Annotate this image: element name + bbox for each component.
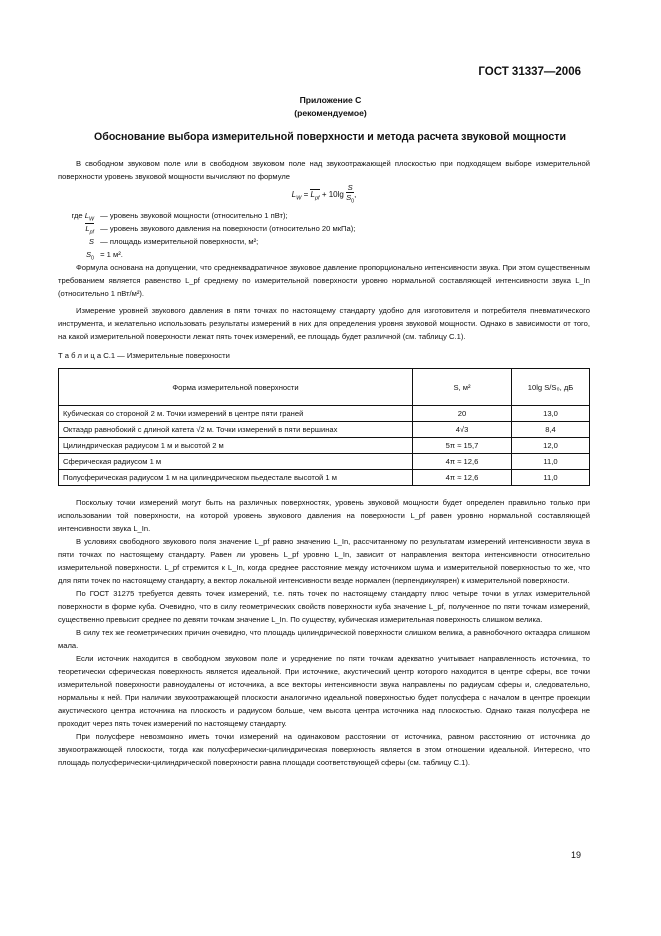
formula-den: S [346,193,352,202]
definition-dash: — [98,211,110,220]
section-heading: Обоснование выбора измерительной поверхности и метода расчета звуковой мощности [94,131,566,143]
definition-symbol: S [88,237,94,246]
definition-item [58,248,590,261]
definition-dash: — [98,224,110,233]
table-caption-prefix: Т а б л и ц а С.1 [58,351,116,360]
table-cell: 5π ≈ 15,7 [413,438,512,454]
formula-term: L [310,189,315,199]
formula [58,183,590,209]
formula-lhs-sub: W [296,195,302,202]
table-cell: 11,0 [512,470,590,486]
table-header-row [59,369,590,406]
definition-prefix: где [71,211,85,220]
definition-symbol: L [84,211,89,220]
paragraph-2: Формула основана на допущении, что среднеквадратичное звуковое давление пропорционально интенсивности звука. При этом существенным требованием является равенство L_pf среднему по измерительной поверхности уровню нормальной составляющей интенсивности звука L_In (относительно 1 пВт/м²). [58,263,590,298]
table-header-cell: 10lg S/S₀, дБ [512,369,590,406]
surfaces-table [58,368,590,486]
standard-number: ГОСТ 31337—2006 [478,66,581,78]
page-number: 19 [570,850,581,860]
formula-lhs: L [291,189,297,199]
table-cell: 4√3 [413,422,512,438]
formula-end: , [354,189,357,199]
formula-eq: = [301,189,311,199]
table-row [59,454,590,470]
definition-text: площадь измерительной поверхности, м²; [109,237,259,246]
table-cell: 13,0 [512,406,590,422]
table-cell: 4π ≈ 12,6 [413,470,512,486]
definition-symbol: L [85,224,90,233]
definition-item [58,209,590,222]
definition-symbol-sub: 0 [91,255,94,262]
table-cell: Полусферическая радиусом 1 м на цилиндрическом пьедестале высотой 1 м [59,470,413,486]
paragraph-7: В силу тех же геометрических причин очевидно, что площадь цилиндрической поверхности слишком велика, а равнобочного октаэдра слишком мала. [58,628,590,650]
table-cell: Октаэдр равнобокий с длиной катета √2 м. Точки измерений в пяти вершинах [59,422,413,438]
table-row [59,406,590,422]
definition-text: 1 м². [106,250,123,259]
table-header-cell: Форма измерительной поверхности [59,369,413,406]
formula-term-sub: pf [314,195,320,202]
definition-text: уровень звуковой мощности (относительно 1 пВт); [109,211,288,220]
definition-item [58,235,590,248]
table-cell: 12,0 [512,438,590,454]
table-row [59,422,590,438]
paragraph-4: Поскольку точки измерений могут быть на различных поверхностях, уровень звуковой мощности будет определен правильно только при использовании той поверхности, на которой уровень звукового давления на поверхности L_pf равен уровню нормальной составляющей интенсивности звука L_In. [58,498,590,533]
table-cell: 20 [413,406,512,422]
appendix-subtitle: (рекомендуемое) [294,108,367,118]
table-cell: 11,0 [512,454,590,470]
table-cell: Сферическая радиусом 1 м [59,454,413,470]
table-caption [58,349,590,362]
paragraph-9: При полусфере невозможно иметь точки измерений на одинаковом расстоянии от источника, равном расстоянию от источника до звукоотражающей плоскости, тогда как полусферически-цилиндрическая поверхность является в этом отношении идеальной. Интересно, что площадь полусферически-цилиндрической поверхности равна площади соответствующей сферы (см. таблицу С.1). [58,732,590,767]
formula-den-sub: 0 [351,198,355,205]
table-header-cell: S, м² [413,369,512,406]
paragraph-5: В условиях свободного звукового поля значение L_pf равно значению L_In, рассчитанному по результатам измерений интенсивности звука в пяти точках по настоящему стандарту. Равен ли уровень L_pf уровню L_In, зависит от направления вектора интенсивности относительно измерительной поверхности. L_pf стремится к L_In, когда среднее расстояние между источником шума и измерительной поверхностью то же, что для пяти точек по настоящему стандарту, а вектор локальной интенсивности везде нормален (перпендикулярен) к измерительной поверхности. [58,537,590,585]
definition-symbol-sub: pf [89,229,94,236]
table-cell: Цилиндрическая радиусом 1 м и высотой 2 м [59,438,413,454]
table-row [59,438,590,454]
definition-dash: = [98,250,107,259]
document-body [58,157,590,769]
paragraph-8: Если источник находится в свободном звуковом поле и усреднение по пяти точкам адекватно учитывает направленность источника, то теоретически сферическая поверхность является идеальной. При источнике, акустический центр которого находится в центре сферы, все точки измерительной поверхности равноудалены от источника, а все векторы интенсивности звука направлены по радиусам сферы и, следовательно, нормальны к ней. При наличии звукоотражающей плоскости аналогично идеальной поверхностью будет полусфера с началом в центре проекции акустического центра источника на плоскость и радиусом больше, чем высота центра источника над плоскостью. Однако такая полусфера не проходит через пять точек измерений по настоящему стандарту. [58,654,590,728]
table-caption-text: — Измерительные поверхности [115,351,230,360]
paragraph-3: Измерение уровней звукового давления в пяти точках по настоящему стандарту удобно для изготовителя и потребителя пневматического инструмента, и желательно использовать результаты измерений в них для определения уровня звуковой мощности. Однако в зависимости от того, на какой измерительной поверхности лежат пять точек измерений, ее площадь будет различной (см. таблицу С.1). [58,306,590,341]
formula-fraction [346,183,357,207]
formula-plus: + 10lg [319,189,347,199]
appendix-title: Приложение С [299,95,362,105]
definition-symbol: S [85,250,92,259]
definition-dash: — [98,237,110,246]
table-cell: 4π ≈ 12,6 [413,454,512,470]
table-cell: 8,4 [512,422,590,438]
table-row [59,470,590,486]
table-cell: Кубическая со стороной 2 м. Точки измерений в центре пяти граней [59,406,413,422]
definitions-list [58,209,590,261]
definition-text: уровень звукового давления на поверхности (относительно 20 мкПа); [109,224,356,233]
definition-item [58,222,590,235]
formula-num: S [347,183,353,192]
paragraph-6: По ГОСТ 31275 требуется девять точек измерений, т.е. пять точек по настоящему стандарту плюс четыре точки в углах измерительной поверхности в форме куба. Очевидно, что в силу геометрических свойств поверхности куба значение L_pf, полученное по пяти точкам измерений, существенно превысит среднее по девяти точкам значение L_In. По существу, кубическая измерительная поверхность слишком велика. [58,589,590,624]
paragraph-1: В свободном звуковом поле или в свободном звуковом поле над звукоотражающей плоскостью при подходящем выборе измерительной поверхности уровень звуковой мощности вычисляют по формуле [58,159,590,181]
definition-symbol-sub: W [88,216,94,223]
table-body [59,406,590,486]
